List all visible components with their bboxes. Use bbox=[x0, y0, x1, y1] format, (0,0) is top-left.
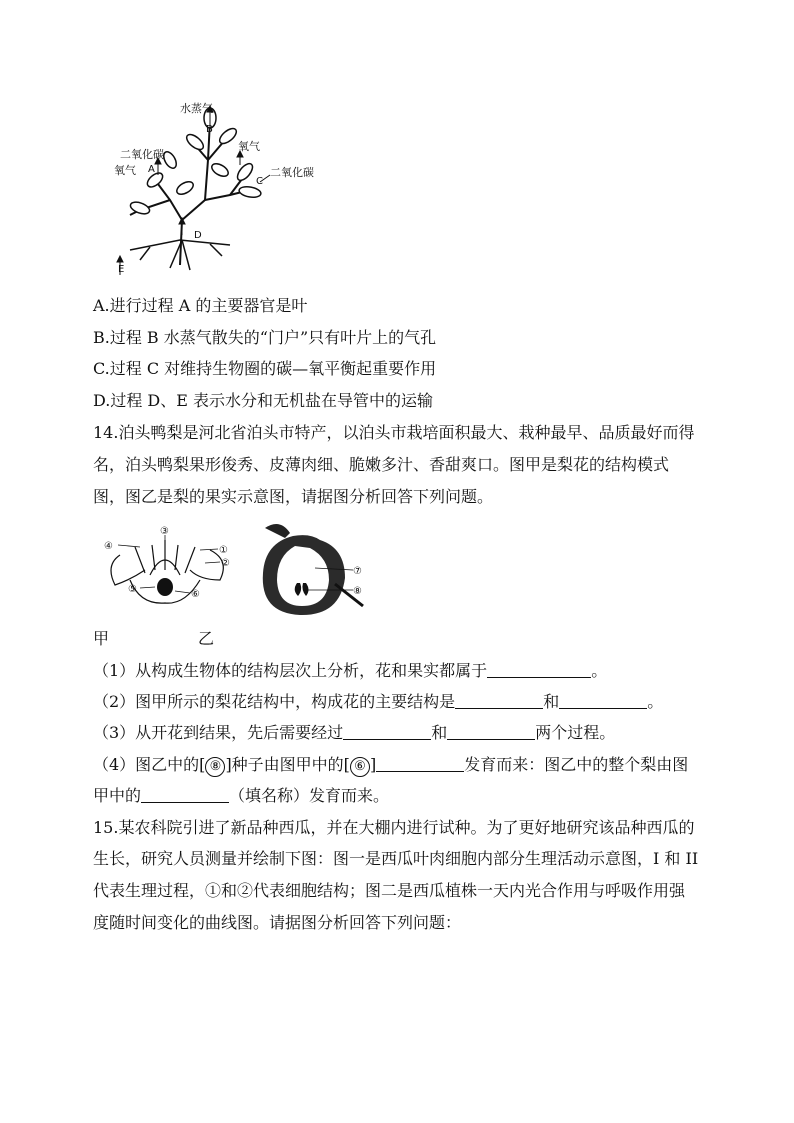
caption-yi: 乙 bbox=[198, 629, 215, 648]
q14-sub4-b: ]种子由图甲中的[ bbox=[225, 755, 350, 774]
q14-sub4-a: （4）图乙中的[ bbox=[93, 755, 206, 774]
answer-blank-2b[interactable] bbox=[559, 692, 647, 709]
q13-option-d: D.过程 D、E 表示水分和无机盐在导管中的运输 bbox=[93, 391, 434, 410]
q15-stem-line-4: 度随时间变化的曲线图。请据图分析回答下列问题： bbox=[93, 913, 462, 932]
q15-stem-line-2: 生长，研究人员测量并绘制下图：图一是西瓜叶肉细胞内部分生理活动示意图，I 和 II bbox=[93, 849, 699, 868]
pear-label-8: ⑧ bbox=[353, 586, 362, 597]
label-b: B bbox=[206, 124, 213, 135]
label-d: D bbox=[194, 230, 202, 241]
q13-option-b: B.过程 B 水蒸气散失的“门户”只有叶片上的气孔 bbox=[93, 328, 437, 347]
answer-blank-2a[interactable] bbox=[455, 692, 543, 709]
q14-sub4-line2-pre: 甲中的 bbox=[93, 786, 142, 805]
label-water-vapor: 水蒸气 bbox=[180, 102, 213, 115]
q13-option-c: C.过程 C 对维持生物圈的碳—氧平衡起重要作用 bbox=[93, 359, 437, 378]
plant-diagram bbox=[110, 100, 350, 280]
q14-sub1-text: （1）从构成生物体的结构层次上分析，花和果实都属于 bbox=[93, 661, 488, 680]
label-a: A bbox=[148, 164, 155, 175]
flower-label-2: ② bbox=[221, 558, 230, 569]
label-e: E bbox=[118, 264, 125, 275]
q14-sub2-end: 。 bbox=[647, 692, 664, 711]
q14-sub3-end: 两个过程。 bbox=[535, 723, 616, 742]
q14-sub4-d: 发育而来：图乙中的整个梨由图 bbox=[464, 755, 689, 774]
q14-sub3 bbox=[93, 723, 615, 743]
q15-stem-line-1: 15.某农科院引进了新品种西瓜，并在大棚内进行试种。为了更好地研究该品种西瓜的 bbox=[93, 818, 695, 837]
q14-sub1-end: 。 bbox=[591, 661, 608, 680]
q14-stem-line-2: 名，泊头鸭梨果形俊秀、皮薄肉细、脆嫩多汁、香甜爽口。图甲是梨花的结构模式 bbox=[93, 455, 670, 474]
answer-blank-4b[interactable] bbox=[141, 786, 229, 803]
q14-sub2-and: 和 bbox=[543, 692, 560, 711]
q14-stem-line-1: 14.泊头鸭梨是河北省泊头市特产，以泊头市栽培面积最大、栽种最早、品质最好而得 bbox=[93, 423, 695, 442]
q14-sub4 bbox=[93, 755, 688, 777]
flower-label-1: ① bbox=[219, 545, 228, 556]
answer-blank-1[interactable] bbox=[487, 661, 591, 678]
label-co2-right: 二氧化碳 bbox=[270, 166, 314, 179]
answer-blank-3b[interactable] bbox=[447, 723, 535, 740]
answer-blank-3a[interactable] bbox=[343, 723, 431, 740]
q14-sub3-and: 和 bbox=[431, 723, 448, 742]
q14-sub4-line2 bbox=[93, 786, 389, 806]
q14-sub3-text: （3）从开花到结果，先后需要经过 bbox=[93, 723, 344, 742]
flower-label-3: ③ bbox=[160, 526, 169, 537]
label-oxygen-right: 氧气 bbox=[238, 140, 260, 153]
q14-sub4-line2-post: （填名称）发育而来。 bbox=[229, 786, 390, 805]
q14-sub4-c: ] bbox=[369, 755, 377, 774]
q13-option-a: A.进行过程 A 的主要器官是叶 bbox=[93, 296, 308, 315]
flower-label-4: ④ bbox=[104, 541, 113, 552]
caption-jia: 甲 bbox=[93, 629, 110, 648]
circled-8: ⑧ bbox=[205, 757, 225, 777]
answer-blank-4a[interactable] bbox=[376, 755, 464, 772]
pear-fruit-diagram bbox=[245, 518, 375, 618]
q14-sub2-text: （2）图甲所示的梨花结构中，构成花的主要结构是 bbox=[93, 692, 456, 711]
q14-sub1 bbox=[93, 661, 607, 681]
q14-sub2 bbox=[93, 692, 663, 712]
circled-6: ⑥ bbox=[350, 757, 370, 777]
pear-label-7: ⑦ bbox=[353, 566, 362, 577]
pear-flower-diagram bbox=[100, 525, 240, 610]
q14-stem-line-3: 图，图乙是梨的果实示意图，请据图分析回答下列问题。 bbox=[93, 487, 494, 506]
label-oxygen-left: 氧气 bbox=[114, 164, 136, 177]
label-c: C bbox=[256, 176, 263, 187]
flower-label-6: ⑥ bbox=[191, 589, 200, 600]
q15-stem-line-3: 代表生理过程，①和②代表细胞结构；图二是西瓜植株一天内光合作用与呼吸作用强 bbox=[93, 881, 686, 900]
flower-label-5: ⑤ bbox=[128, 584, 137, 595]
label-co2-left: 二氧化碳 bbox=[120, 148, 164, 161]
